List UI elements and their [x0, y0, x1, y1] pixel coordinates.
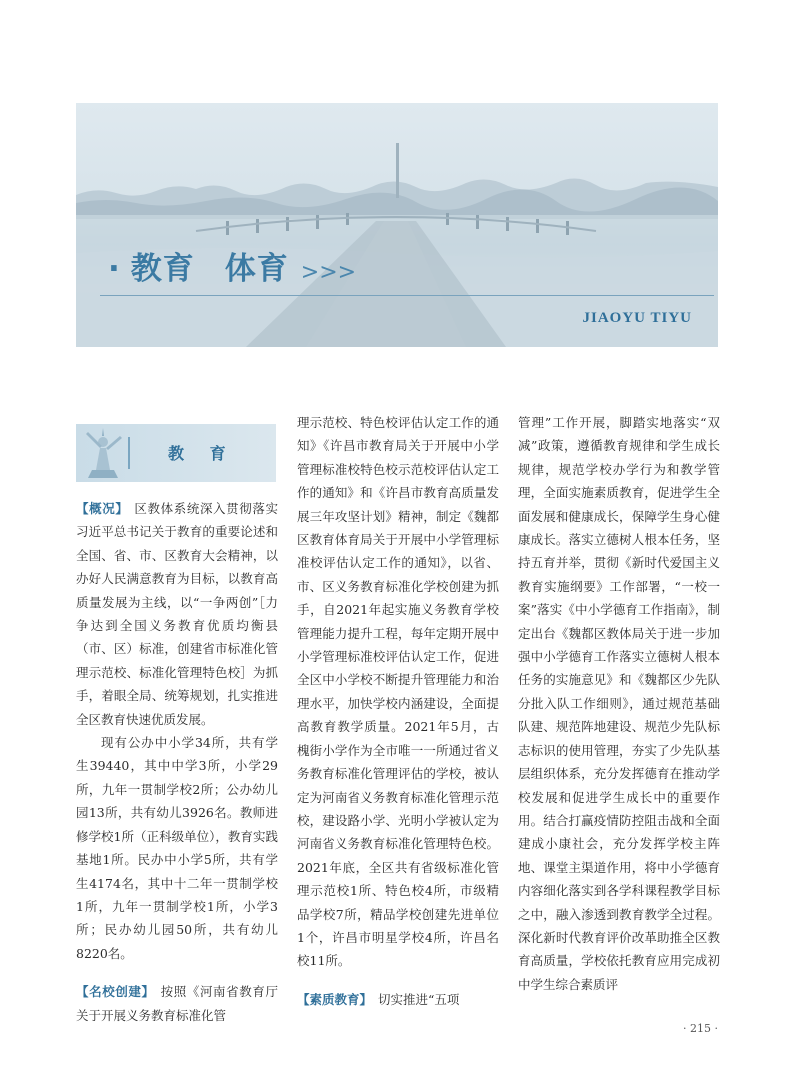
text-column-1	[76, 497, 278, 1027]
paragraph-overview	[76, 497, 278, 731]
quality-education-text: 切实推进“五项	[378, 991, 460, 1007]
chapter-pinyin: JIAOYU TIYU	[582, 310, 692, 326]
quality-education-tag: 【素质教育】	[297, 991, 373, 1007]
overview-text: 区教体系统深入贯彻落实习近平总书记关于教育的重要论述和全国、省、市、区教育大会精神，以办好人民满意教育为目标，以教育高质量发展为主线，以“一争两创”［力争达到全国义务教育优质均衡县（市、区）标准，创建省市标准化管理示范校、标准化管理特色校］为抓手，着眼全局、统筹规划，扎实推进全区教育快速优质发展。	[76, 501, 278, 727]
page-number: · 215 ·	[683, 1022, 718, 1035]
paragraph-famous-schools	[76, 980, 278, 1027]
title-sports: 体育	[224, 251, 289, 287]
section-heading	[76, 424, 276, 482]
paragraph-evaluation: 理示范校、特色校评估认定工作的通知》《许昌市教育局关于开展中小学管理标准校特色校示范校评估认定工作的通知》和《许昌市教育高质量发展三年攻坚计划》精神，制定《魏都区教育体育局关于开展中小学管理标准校评估认定工作的通知》，以省、市、区义务教育标准化学校创建为抓手，自2021年起实施义务教育学校管理能力提升工程，每年定期开展中小学管理标准校评估认定工作，促进全区中小学校不断提升管理能力和治理水平，加快学校内涵建设，全面提高教育教学质量。2021年5月，古槐街小学作为全市唯一一所通过省义务教育标准化管理评估的学校，被认定为河南省义务教育标准化管理示范校，建设路小学、光明小学被认定为河南省义务教育标准化管理特色校。2021年底，全区共有省级标准化管理示范校1所、特色校4所，市级精品学校7所，精品学校创建先进单位1个，许昌市明星学校4所，许昌名校11所。	[297, 415, 499, 969]
chevron-arrows-icon: >>>	[300, 260, 357, 285]
paragraph-quality-education	[297, 988, 499, 1011]
famous-schools-text: 按照《河南省教育厅关于开展义务教育标准化管	[76, 984, 278, 1023]
header-banner	[76, 103, 718, 347]
paragraph-moral-education: 管理”工作开展，脚踏实地落实“双减”政策，遵循教育规律和学生成长规律，规范学校办学行为和教学管理，全面实施素质教育，促进学生全面发展和健康成长，保障学生身心健康成长。落实立德树人根本任务，坚持五育并举，贯彻《新时代爱国主义教育实施纲要》工作部署，“一校一案”落实《中小学德育工作指南》，制定出台《魏都区教体局关于进一步加强中小学德育工作落实立德树人根本任务的实施意见》和《魏都区少先队分批入队工作细则》，通过规范基础队建、规范阵地建设、规范少先队标志标识的使用管理，夯实了少先队基层组织体系，充分发挥德育在推动学校发展和促进学生成长中的重要作用。结合打赢疫情防控阻击战和全面建成小康社会，充分发挥学校主阵地、课堂主渠道作用，将中小学德育内容细化落实到各学科课程教学目标之中，融入渗透到教育教学全过程。深化新时代教育评价改革助推全区教育高质量，学校依托教育应用完成初中学生综合素质评	[518, 415, 720, 992]
section-title: 教 育	[168, 444, 236, 463]
paragraph-stats: 现有公办中小学34所，共有学生39440，其中中学3所，小学29所，九年一贯制学校2所；公办幼儿园13所，共有幼儿3926名。教师进修学校1所（正科级单位），教育实践基地1所。民办中小学5所，共有学生4174名，其中十二年一贯制学校1所，九年一贯制学校1所，小学3所；民办幼儿园50所，共有幼儿8220名。	[76, 735, 278, 961]
text-column-2	[297, 411, 499, 1011]
statue-icon	[78, 426, 128, 480]
famous-schools-tag: 【名校创建】	[76, 984, 155, 1000]
text-column-3	[518, 411, 720, 996]
heading-separator	[128, 437, 130, 469]
title-education: 教育	[130, 251, 195, 287]
overview-tag: 【概况】	[76, 501, 129, 516]
title-dot: ·	[108, 251, 121, 287]
title-divider	[100, 295, 714, 296]
chapter-title	[108, 243, 357, 287]
